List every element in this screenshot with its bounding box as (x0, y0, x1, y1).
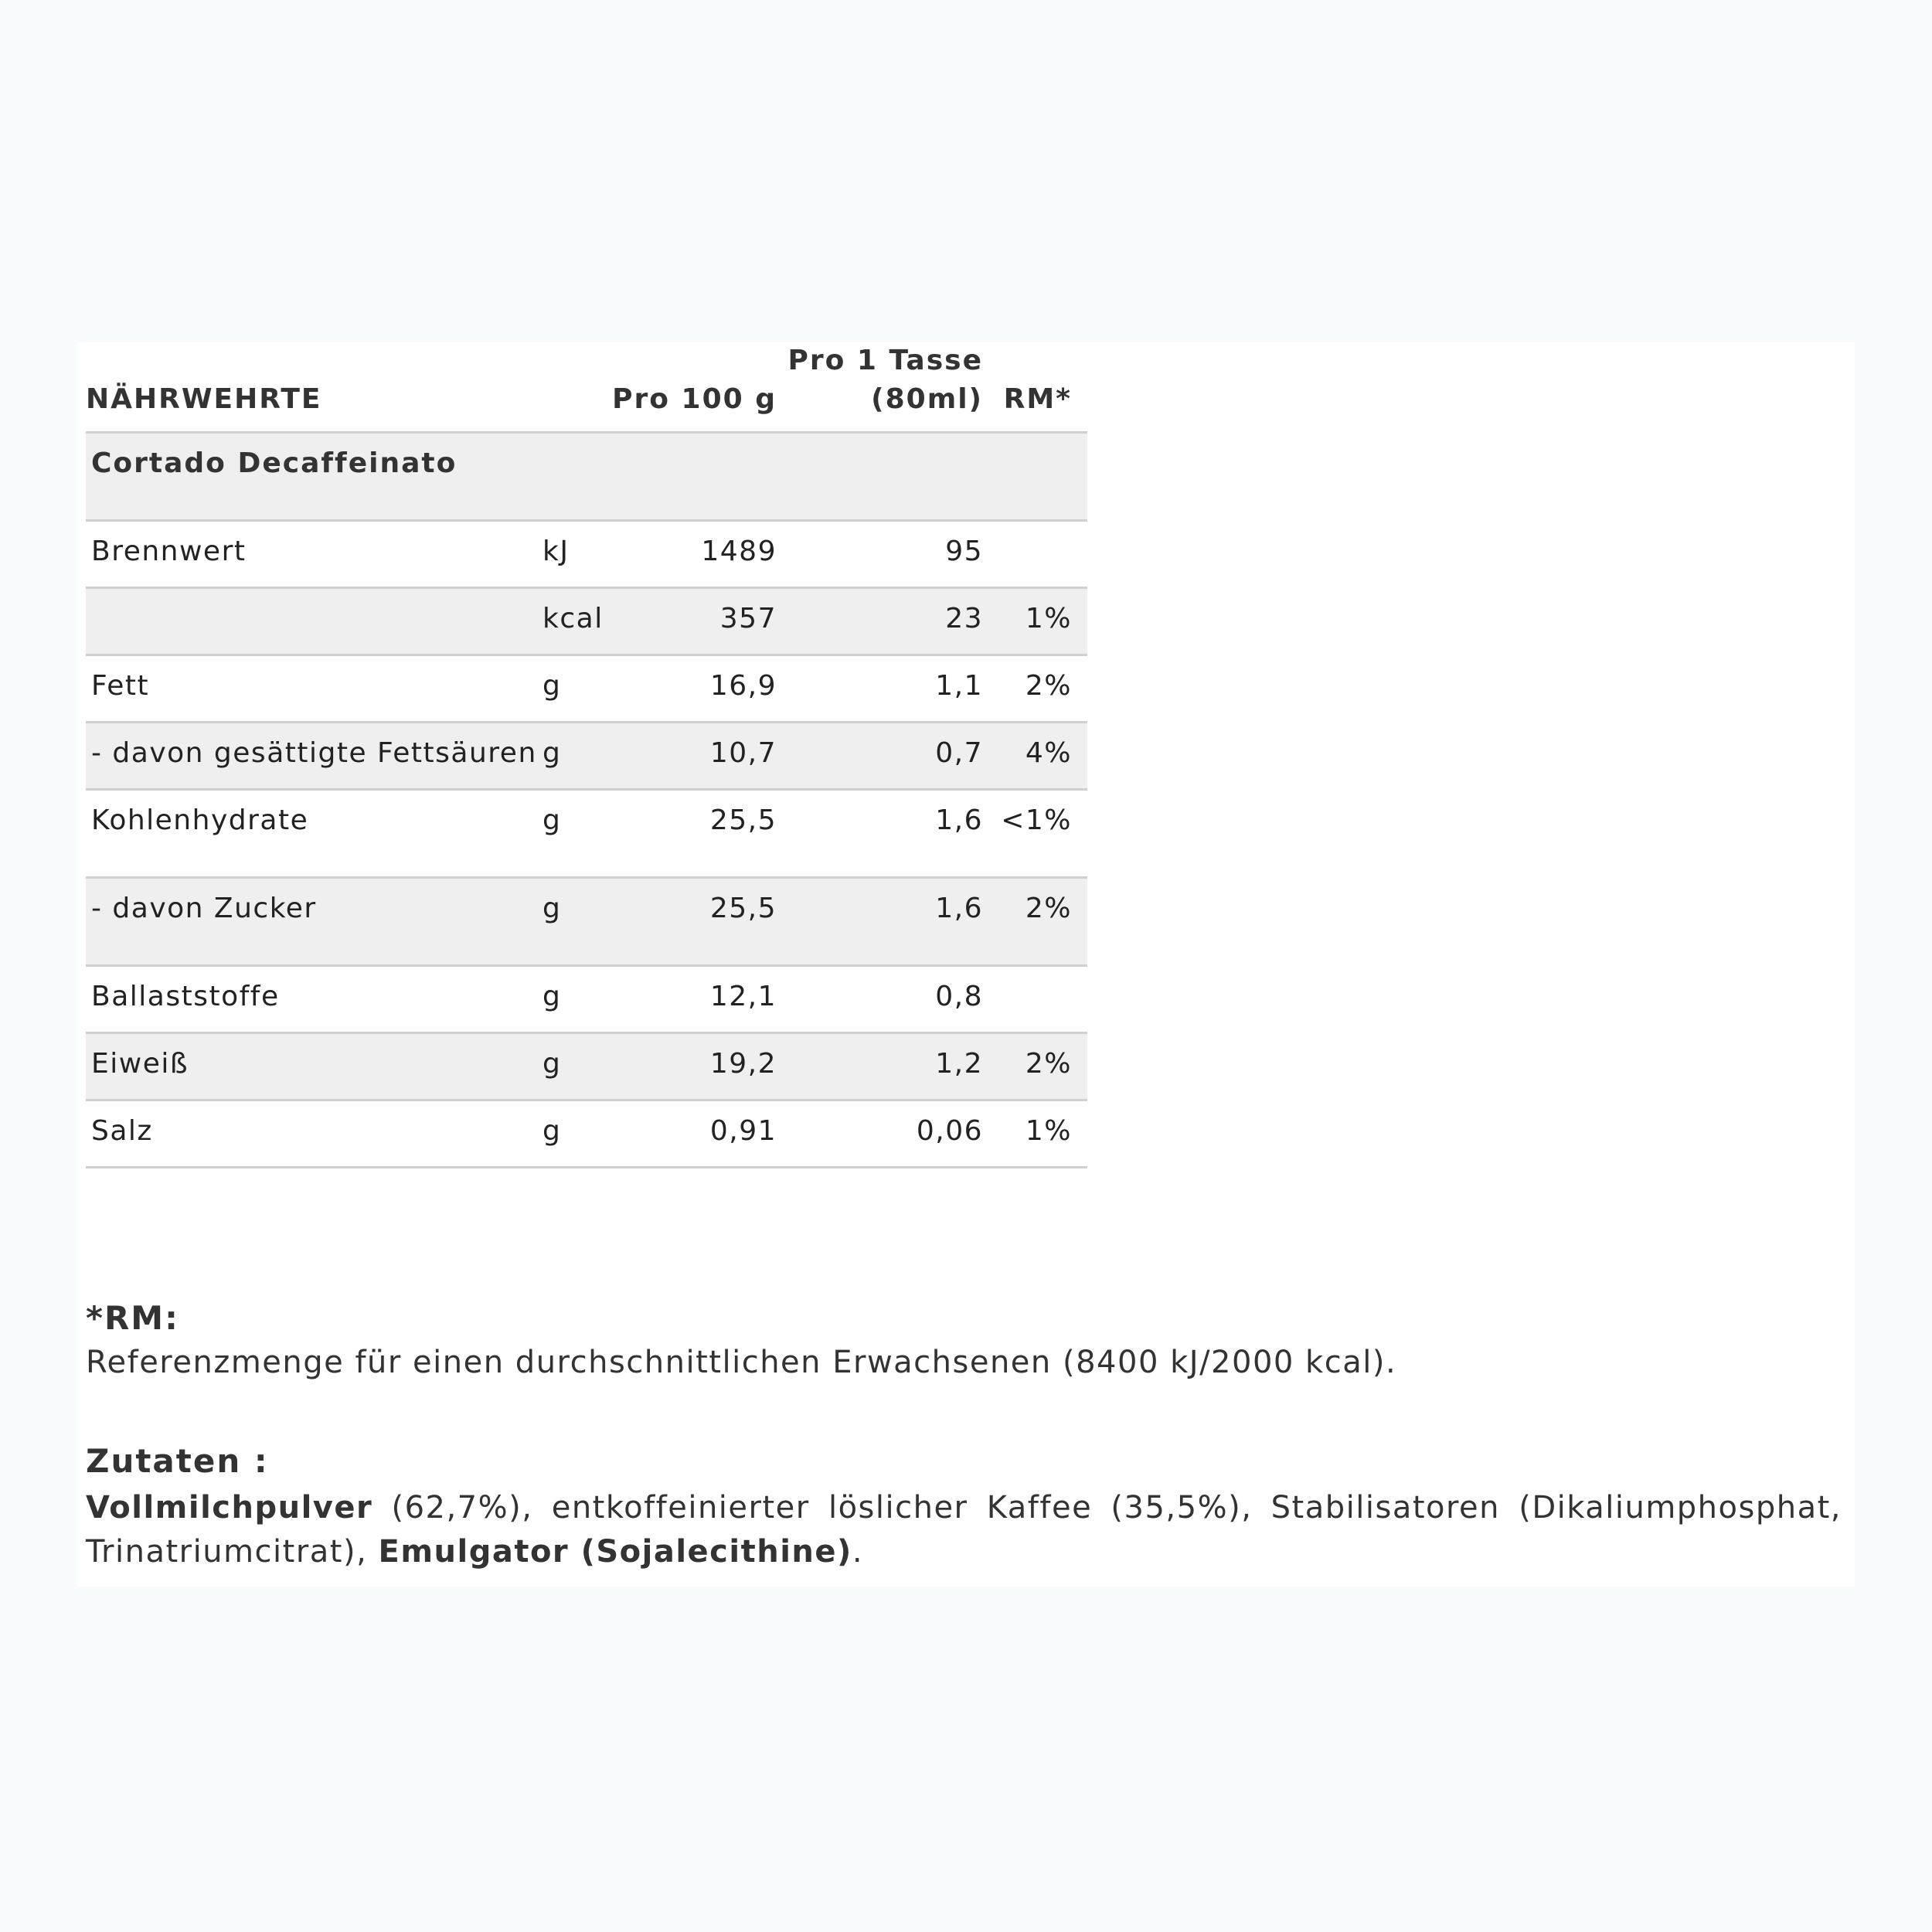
table-row (86, 522, 1087, 589)
row-per-100g: 19,2 (709, 1048, 777, 1080)
row-rm: 2% (1025, 893, 1072, 924)
header-rm: RM* (1003, 383, 1072, 415)
row-rm: 1% (1025, 1115, 1072, 1147)
table-header (86, 342, 1087, 434)
row-unit: kJ (543, 536, 570, 567)
row-unit: g (543, 1048, 562, 1080)
row-name: Ballaststoffe (91, 981, 280, 1012)
row-rm: 2% (1025, 670, 1072, 702)
row-unit: g (543, 804, 562, 836)
row-name: Brennwert (91, 536, 247, 567)
row-unit: kcal (543, 603, 604, 634)
row-per-cup: 1,6 (935, 804, 983, 836)
row-rm: 4% (1025, 737, 1072, 769)
row-per-100g: 10,7 (709, 737, 777, 769)
row-unit: g (543, 893, 562, 924)
row-per-100g: 0,91 (709, 1115, 777, 1147)
row-per-cup: 23 (945, 603, 983, 634)
row-name: Kohlenhydrate (91, 804, 309, 836)
row-per-cup: 1,2 (935, 1048, 983, 1080)
row-per-100g: 25,5 (709, 804, 777, 836)
product-row (86, 434, 1087, 522)
header-per-cup: Pro 1 Tasse (787, 345, 983, 376)
row-per-cup: 0,7 (935, 737, 983, 769)
row-name: - davon Zucker (91, 893, 317, 924)
ingredients-heading: Zutaten : (86, 1442, 269, 1480)
table-row (86, 879, 1087, 967)
table-row (86, 1034, 1087, 1101)
table-row (86, 1101, 1087, 1168)
ingredients-text (86, 1486, 1842, 1574)
row-per-100g: 12,1 (709, 981, 777, 1012)
row-per-cup: 0,06 (916, 1115, 983, 1147)
table-row (86, 791, 1087, 879)
row-rm: 1% (1025, 603, 1072, 634)
ingredient-emulsifier: Emulgator (Sojalecithine) (378, 1534, 852, 1570)
footnote-text: Referenzmenge für einen durchschnittlichen Erwachsenen (8400 kJ/2000 kcal). (86, 1345, 1397, 1380)
footnote-heading: *RM: (86, 1299, 179, 1337)
table-row (86, 589, 1087, 656)
row-per-cup: 0,8 (935, 981, 983, 1012)
row-unit: g (543, 981, 562, 1012)
ingredients-middle: (62,7%), entkoffeinierter löslicher Kaffee (35,5%), Stabilisatoren (Dikaliumphosphat, Trinatriumcitrat), (86, 1490, 1842, 1570)
row-unit: g (543, 670, 562, 702)
row-name: Eiweiß (91, 1048, 189, 1080)
row-unit: g (543, 737, 562, 769)
row-name: - davon gesättigte Fettsäuren (91, 737, 537, 769)
row-per-100g: 357 (719, 603, 777, 634)
ingredients-end: . (852, 1534, 864, 1570)
ingredient-milk-powder: Vollmilchpulver (86, 1490, 373, 1526)
row-rm: 2% (1025, 1048, 1072, 1080)
table-row (86, 656, 1087, 723)
row-name: Salz (91, 1115, 153, 1147)
nutrition-table (86, 342, 1087, 1168)
row-rm: <1% (1001, 804, 1072, 836)
row-per-cup: 95 (945, 536, 983, 567)
nutrition-panel (77, 342, 1855, 1587)
row-name: Fett (91, 670, 150, 702)
table-row (86, 967, 1087, 1034)
header-per-100g: Pro 100 g (612, 383, 777, 415)
row-per-100g: 16,9 (709, 670, 777, 702)
header-per-cup-volume: (80ml) (871, 383, 983, 415)
row-per-cup: 1,1 (935, 670, 983, 702)
row-per-100g: 1489 (701, 536, 777, 567)
table-row (86, 723, 1087, 791)
header-nutrients: NÄHRWEHRTE (86, 383, 322, 415)
row-unit: g (543, 1115, 562, 1147)
product-name: Cortado Decaffeinato (91, 447, 457, 479)
row-per-100g: 25,5 (709, 893, 777, 924)
row-per-cup: 1,6 (935, 893, 983, 924)
